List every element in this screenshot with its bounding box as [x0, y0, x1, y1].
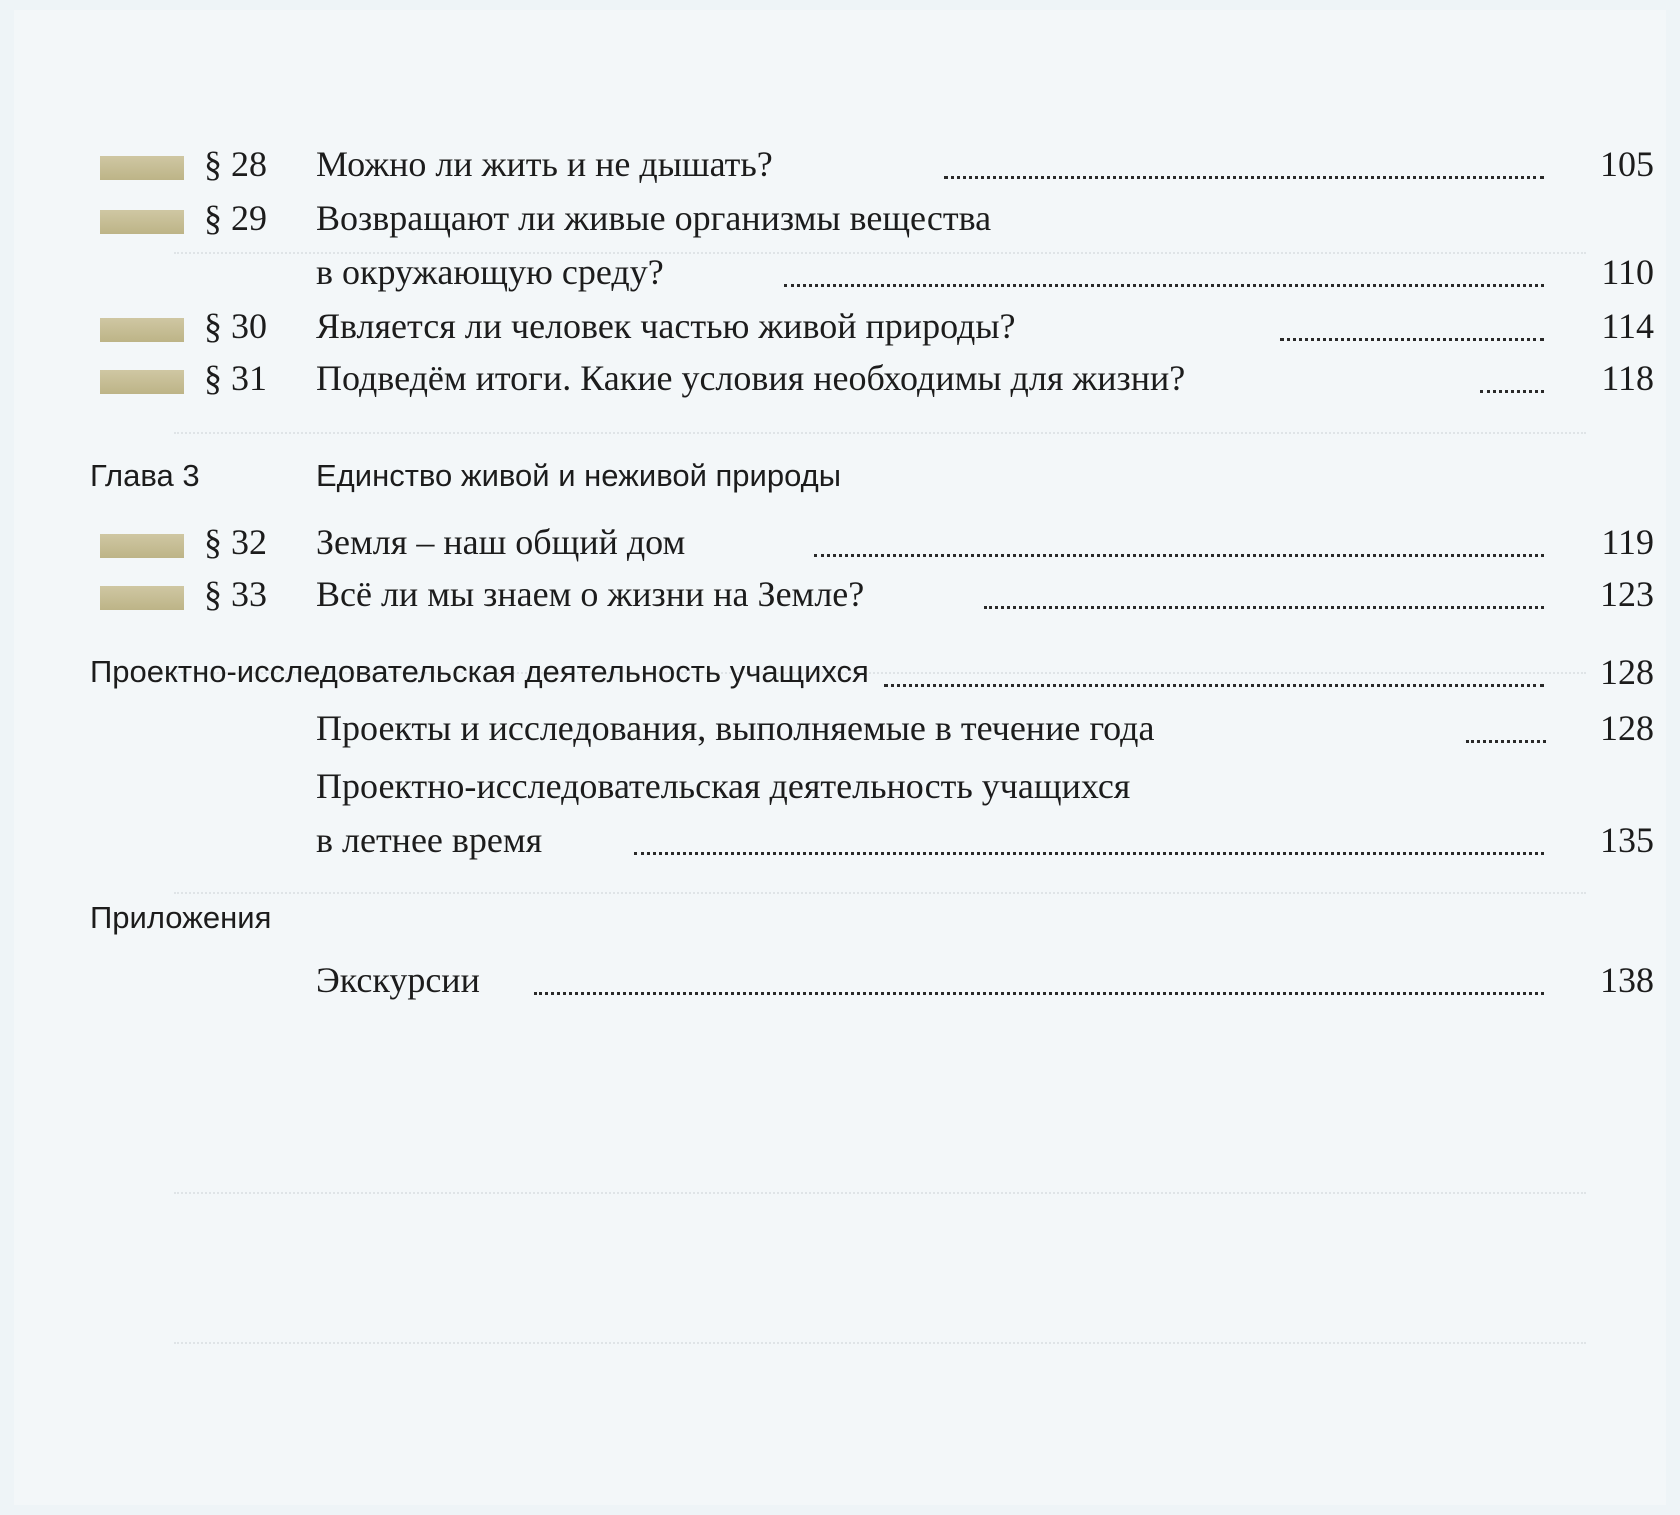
paragraph-number: § 29: [204, 198, 267, 238]
show-through-line: [174, 1340, 1586, 1344]
dot-leader: [944, 176, 1544, 179]
entry-title: Проекты и исследования, выполняемые в течение года: [316, 708, 1155, 748]
show-through-line: [174, 890, 1586, 894]
entry-title-line-1: Возвращают ли живые организмы вещества: [316, 198, 992, 238]
chapter-title: Единство живой и неживой природы: [316, 458, 842, 493]
dot-leader: [1280, 338, 1544, 341]
dot-leader: [884, 684, 1544, 687]
page-number: 118: [1601, 358, 1654, 398]
entry-title-line-2: в окружающую среду?: [316, 252, 664, 292]
show-through-line: [174, 430, 1586, 434]
section-marker: [100, 370, 184, 394]
page-number: 135: [1600, 820, 1654, 860]
section-marker: [100, 534, 184, 558]
entry-title: Земля – наш общий дом: [316, 522, 686, 562]
entry-title: Всё ли мы знаем о жизни на Земле?: [316, 574, 865, 614]
dot-leader: [534, 992, 1544, 995]
paragraph-number: § 32: [204, 522, 267, 562]
show-through-line: [174, 1190, 1586, 1194]
appendix-heading: Приложения: [90, 900, 272, 935]
paragraph-number: § 30: [204, 306, 267, 346]
section-marker: [100, 318, 184, 342]
entry-title: Подведём итоги. Какие условия необходимы для жизни?: [316, 358, 1186, 398]
section-marker: [100, 210, 184, 234]
dot-leader: [814, 554, 1544, 557]
section-marker: [100, 586, 184, 610]
dot-leader: [634, 852, 1544, 855]
entry-title-line-1: Проектно-исследовательская деятельность учащихся: [316, 766, 1131, 806]
entry-title: Является ли человек частью живой природы?: [316, 306, 1016, 346]
page-number: 110: [1601, 252, 1654, 292]
page-number: 138: [1600, 960, 1654, 1000]
book-page: [14, 10, 1666, 1505]
paragraph-number: § 31: [204, 358, 267, 398]
page-number: 105: [1600, 144, 1654, 184]
section-marker: [100, 156, 184, 180]
entry-title: Можно ли жить и не дышать?: [316, 144, 773, 184]
chapter-label: Глава 3: [90, 458, 200, 493]
project-heading: Проектно-исследовательская деятельность учащихся: [90, 654, 869, 689]
entry-title: Экскурсии: [316, 960, 480, 1000]
page-number: 119: [1601, 522, 1654, 562]
entry-title-line-2: в летнее время: [316, 820, 543, 860]
dot-leader: [784, 284, 1544, 287]
dot-leader: [984, 606, 1544, 609]
page-number: 128: [1600, 708, 1654, 748]
page-number: 128: [1600, 652, 1654, 692]
page-number: 114: [1601, 306, 1654, 346]
page-number: 123: [1600, 574, 1654, 614]
paragraph-number: § 28: [204, 144, 267, 184]
paragraph-number: § 33: [204, 574, 267, 614]
